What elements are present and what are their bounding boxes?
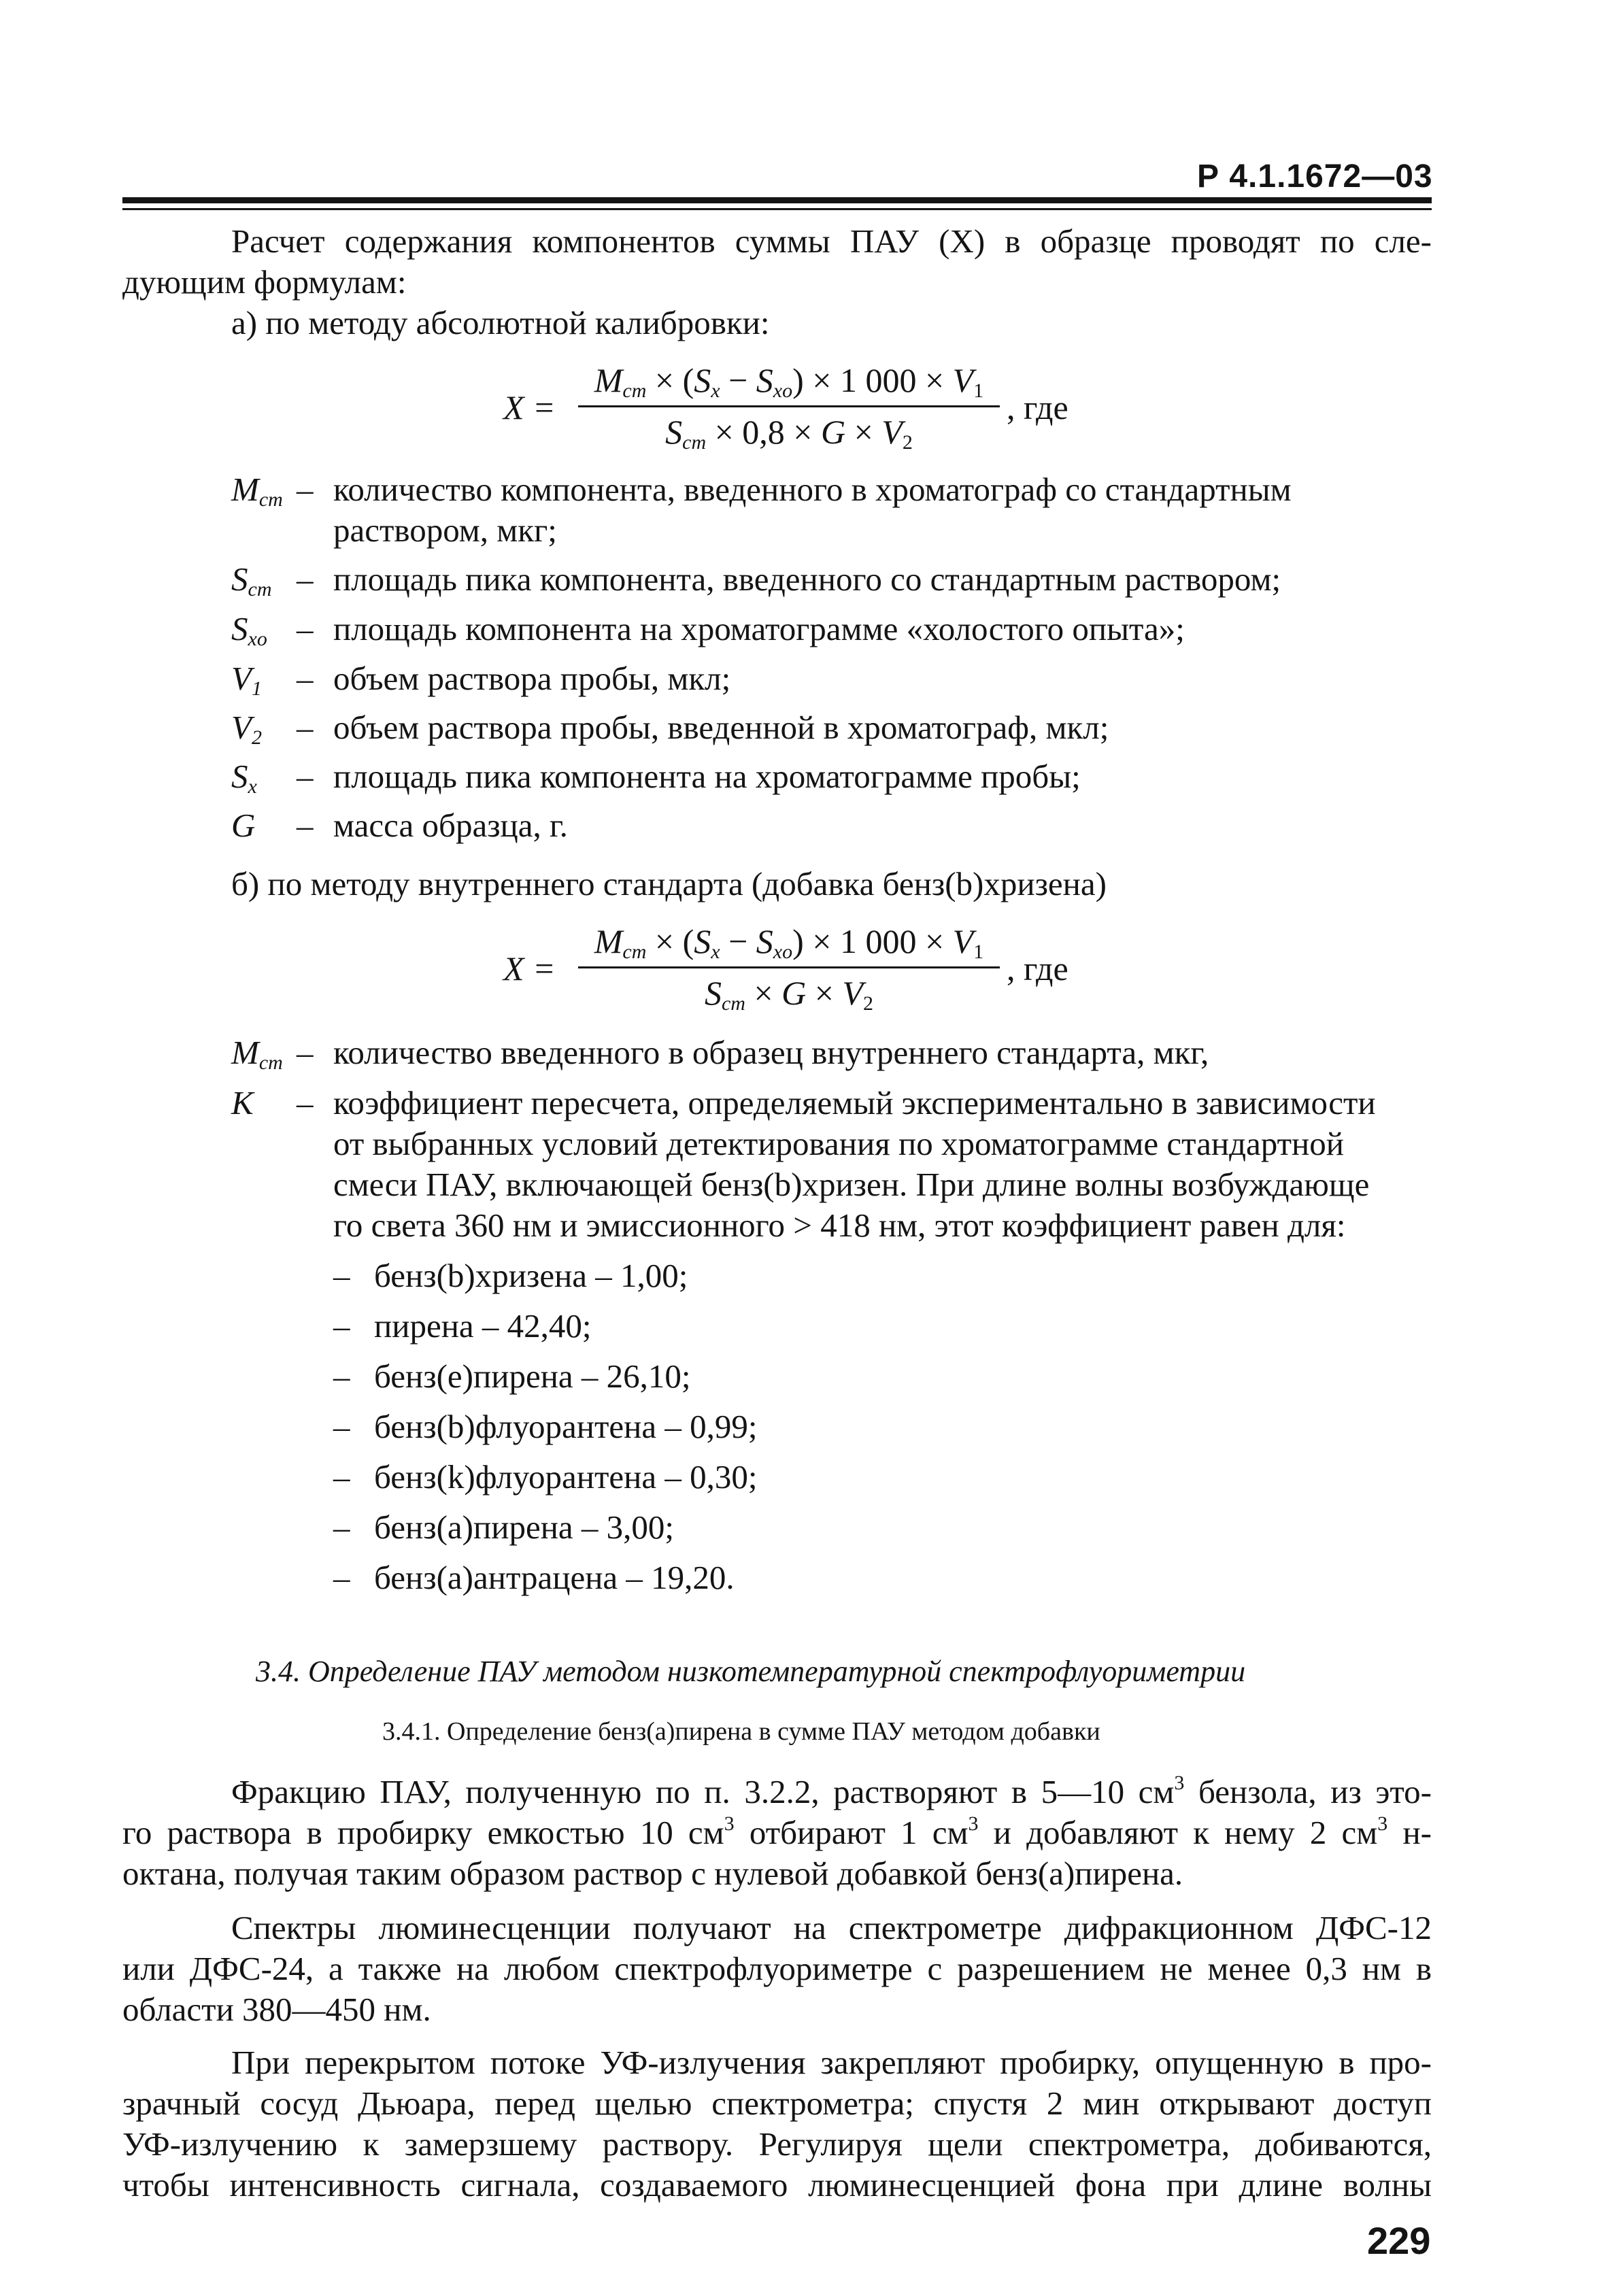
coefficient-item: – бенз(b)флуорантена – 0,99; — [333, 1408, 758, 1445]
formula-absolute-calibration — [503, 360, 1115, 462]
formula-a-denominator: $S_{cm} \times 0,8 \times G \times V_2$ — [665, 413, 913, 454]
header-rule-thin — [122, 208, 1432, 210]
formula-b-where: , где — [1007, 949, 1068, 987]
paragraph-3-line-2: зрачный сосуд Дьюара, перед щелью спектрометра; спустя 2 мин открывают доступ — [122, 2084, 1432, 2122]
paragraph-3-line-1: При перекрытом потоке УФ-излучения закрепляют пробирку, опущенную в про- — [231, 2044, 1432, 2081]
formula-a-numerator: $M_{cm} \times (S_x - S_{xo}) \times 1$ $000 \times V_1$ — [594, 361, 984, 402]
paragraph-3-line-4: чтобы интенсивность сигнала, создаваемого люминесценцией фона при длине волны — [122, 2166, 1432, 2204]
coefficient-item: – пирена – 42,40; — [333, 1307, 592, 1345]
coefficient-item: – бенз(а)пирена – 3,00; — [333, 1508, 675, 1546]
formula-internal-standard — [503, 922, 1115, 1024]
coefficient-item: – бенз(k)флуорантена – 0,30; — [333, 1458, 758, 1496]
paragraph-2-line-1: Спектры люминесценции получают на спектрометре дифракционном ДФС-12 — [231, 1909, 1432, 1946]
coefficient-item: – бенз(е)пирена – 26,10; — [333, 1357, 691, 1395]
method-b-heading: б) по методу внутреннего стандарта (добавка бенз(b)хризена) — [231, 865, 1107, 902]
formula-a-where: , где — [1007, 388, 1068, 426]
formula-a-fraction-bar — [578, 405, 1000, 407]
paragraph-2-line-3: области 380—450 нм. — [122, 1991, 431, 2028]
paragraph-1-line-3: октана, получая таким образом раствор с нулевой добавкой бенз(а)пирена. — [122, 1855, 1183, 1892]
section-title: 3.4. Определение ПАУ методом низкотемпературной спектрофлуориметрии — [256, 1655, 1246, 1688]
formula-b-denominator: $S_{cm} \times G \times V_2$ — [704, 974, 874, 1015]
paragraph-1-line-1: Фракцию ПАУ, полученную по п. 3.2.2, растворяют в 5—10 $см^3$ бензола, из это- — [231, 1772, 1432, 1810]
subsection-title: 3.4.1. Определение бенз(а)пирена в сумме ПАУ методом добавки — [382, 1717, 1100, 1746]
method-a-heading: а) по методу абсолютной калибровки: — [231, 304, 770, 341]
formula-b-numerator: $M_{cm} \times (S_x - S_{xo}) \times 1$ $000 \times V_1$ — [594, 922, 984, 963]
formula-a-lhs: X = — [503, 388, 556, 426]
formula-b-lhs: X = — [503, 949, 556, 987]
coefficient-item: – бенз(а)антрацена – 19,20. — [333, 1559, 735, 1596]
formula-b-fraction-bar — [578, 966, 1000, 968]
header-rule-thick — [122, 197, 1432, 203]
page-number: 229 — [1367, 2219, 1431, 2262]
paragraph-2-line-2: или ДФС-24, а также на любом спектрофлуориметре с разрешением не менее 0,3 нм в — [122, 1950, 1432, 1987]
intro-line-1: Расчет содержания компонентов суммы ПАУ (Х) в образце проводят по сле- — [231, 222, 1432, 260]
document-code: Р 4.1.1672—03 — [1197, 158, 1433, 195]
paragraph-3-line-3: УФ-излучению к замерзшему раствору. Регулируя щели спектрометра, добиваются, — [122, 2125, 1432, 2163]
coefficient-item: – бенз(b)хризена – 1,00; — [333, 1257, 688, 1294]
intro-line-2: дующим формулам: — [122, 263, 407, 301]
paragraph-1-line-2: го раствора в пробирку емкостью 10 $см^3$ отбирают 1 $см^3$ и добавляют к нему 2 $см^3$ н- — [122, 1812, 1432, 1851]
